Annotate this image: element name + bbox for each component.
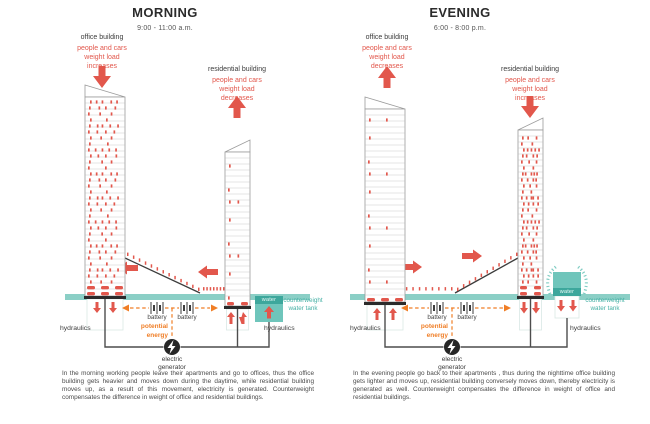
- hydraulics-label-left: hydraulics: [350, 325, 381, 332]
- residential-base-bar: [517, 296, 544, 299]
- battery-label: battery: [177, 314, 197, 321]
- electric-generator-label: electric generator: [158, 356, 186, 371]
- office-base-bar: [84, 296, 126, 299]
- office-building-label: office building: [80, 34, 124, 41]
- potential-energy-label: potential energy: [140, 323, 168, 339]
- office-base-bar: [364, 302, 406, 305]
- panel-time: 6:00 - 8:00 p.m.: [433, 25, 487, 32]
- water-label: water: [559, 289, 575, 295]
- potential-energy-label: potential energy: [420, 323, 448, 339]
- office-load-text: people and cars weight load increases: [77, 45, 127, 70]
- hydraulics-label-right: hydraulics: [264, 325, 295, 332]
- flow-arrowhead-right: [211, 305, 218, 312]
- panel-evening: [325, 0, 650, 424]
- ground-people: [203, 287, 225, 290]
- hydraulics-label-left: hydraulics: [60, 325, 91, 332]
- office-building-label: office building: [365, 34, 409, 41]
- panel-title: MORNING: [132, 5, 198, 20]
- residential-building: [518, 118, 543, 296]
- ramp-people: [127, 253, 200, 291]
- residential-building: [225, 140, 250, 306]
- pedestrian-ramp: [125, 258, 200, 293]
- residential-base-bar: [224, 306, 251, 309]
- residential-load-text: people and cars weight load decreases: [212, 77, 262, 102]
- battery-label: battery: [147, 314, 167, 321]
- hydraulic-line-right: [181, 322, 270, 347]
- electric-generator-label: electric generator: [438, 356, 466, 371]
- hydraulics-label-right: hydraulics: [570, 325, 601, 332]
- battery-label: battery: [457, 314, 477, 321]
- panel-time: 9:00 - 11:00 a.m.: [137, 25, 193, 32]
- movement-arrow-left: [198, 266, 218, 279]
- counterweight-tank-label: counterweight water tank: [585, 297, 625, 312]
- panel-caption: In the evening people go back to their apartments , thus during the nighttime office building gets lighter and moves up, residential building conversely moves down, thereby electricity is generated as well. Counterweight compensates the difference in weight of office and residential buildings.: [353, 370, 615, 402]
- electric-generator-icon: [444, 339, 460, 355]
- pedestrian-ramp: [455, 258, 518, 293]
- water-label: water: [261, 297, 277, 303]
- residential-load-text: people and cars weight load increases: [505, 77, 555, 102]
- counterweight-tank-label: counterweight water tank: [283, 297, 323, 312]
- residential-building-label: residential building: [208, 66, 266, 73]
- battery-label: battery: [427, 314, 447, 321]
- panel-caption: In the morning working people leave their apartments and go to offices, thus the office building gets heavier and moves down during the daytime, while residential building moves up, as a result of this movement, electricity is generated. Counterweight compensates the difference in weight of office and residential buildings.: [62, 370, 314, 402]
- office-building: [85, 85, 125, 296]
- office-building: [365, 97, 405, 302]
- movement-arrow-right: [462, 250, 482, 263]
- hydraulic-line-right: [461, 318, 568, 347]
- office-load-text: people and cars weight load decreases: [362, 45, 412, 70]
- panel-title: EVENING: [429, 5, 491, 20]
- residential-building-label: residential building: [501, 66, 559, 73]
- electric-generator-icon: [164, 339, 180, 355]
- flow-arrowhead-right: [504, 305, 511, 312]
